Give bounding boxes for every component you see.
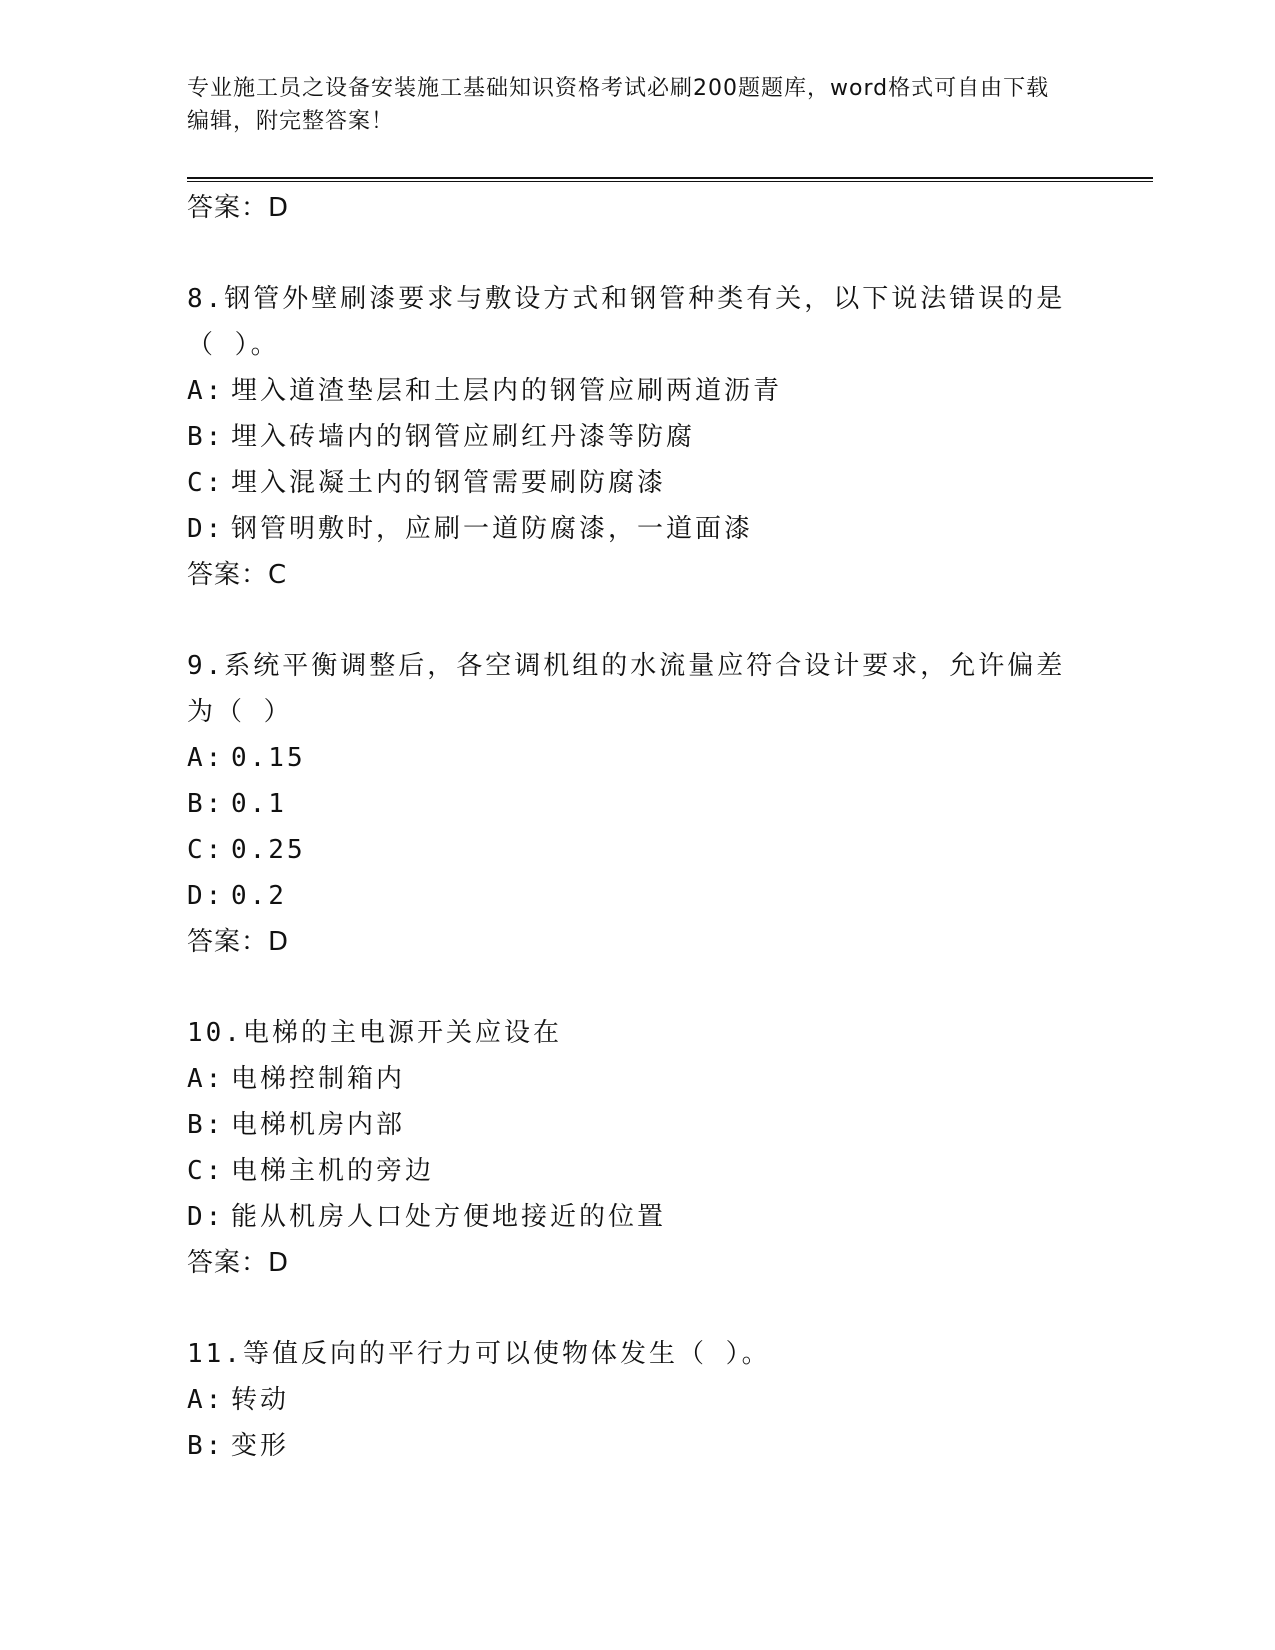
answer-7: 答案：D bbox=[187, 193, 290, 223]
question-8-option-a: A: 埋入道渣垫层和土层内的钢管应刷两道沥青 bbox=[187, 376, 783, 406]
question-9-option-b: B: 0.1 bbox=[187, 789, 287, 819]
question-11-option-b: B: 变形 bbox=[187, 1431, 290, 1461]
answer-10: 答案：D bbox=[187, 1248, 290, 1278]
question-11 bbox=[187, 1331, 1087, 1469]
question-8-option-b: B: 埋入砖墙内的钢管应刷红丹漆等防腐 bbox=[187, 422, 696, 452]
question-8 bbox=[187, 276, 1087, 598]
question-10-option-c: C: 电梯主机的旁边 bbox=[187, 1156, 435, 1186]
question-9 bbox=[187, 643, 1087, 965]
question-9-option-c: C: 0.25 bbox=[187, 835, 306, 865]
question-10-option-b: B: 电梯机房内部 bbox=[187, 1110, 406, 1140]
question-10-text: 10.电梯的主电源开关应设在 bbox=[187, 1018, 562, 1048]
question-9-text: 9.系统平衡调整后，各空调机组的水流量应符合设计要求，允许偏差为（ ） bbox=[187, 651, 1066, 727]
question-9-option-d: D: 0.2 bbox=[187, 881, 287, 911]
question-8-option-d: D: 钢管明敷时，应刷一道防腐漆，一道面漆 bbox=[187, 514, 754, 544]
question-8-option-c: C: 埋入混凝土内的钢管需要刷防腐漆 bbox=[187, 468, 667, 498]
question-10-option-d: D: 能从机房人口处方便地接近的位置 bbox=[187, 1202, 667, 1232]
question-11-option-a: A: 转动 bbox=[187, 1385, 290, 1415]
question-8-text: 8.钢管外壁刷漆要求与敷设方式和钢管种类有关，以下说法错误的是（ ）。 bbox=[187, 284, 1066, 360]
document-header: 专业施工员之设备安装施工基础知识资格考试必刷200题题库，word格式可自由下载编辑，附完整答案！ bbox=[187, 76, 1050, 134]
answer-8: 答案：C bbox=[187, 560, 288, 590]
question-11-text: 11.等值反向的平行力可以使物体发生（ ）。 bbox=[187, 1339, 771, 1369]
question-10-option-a: A: 电梯控制箱内 bbox=[187, 1064, 406, 1094]
question-9-option-a: A: 0.15 bbox=[187, 743, 306, 773]
header-divider bbox=[187, 177, 1153, 182]
question-10 bbox=[187, 1010, 1087, 1286]
answer-9: 答案：D bbox=[187, 927, 290, 957]
question-list bbox=[187, 185, 1087, 1469]
